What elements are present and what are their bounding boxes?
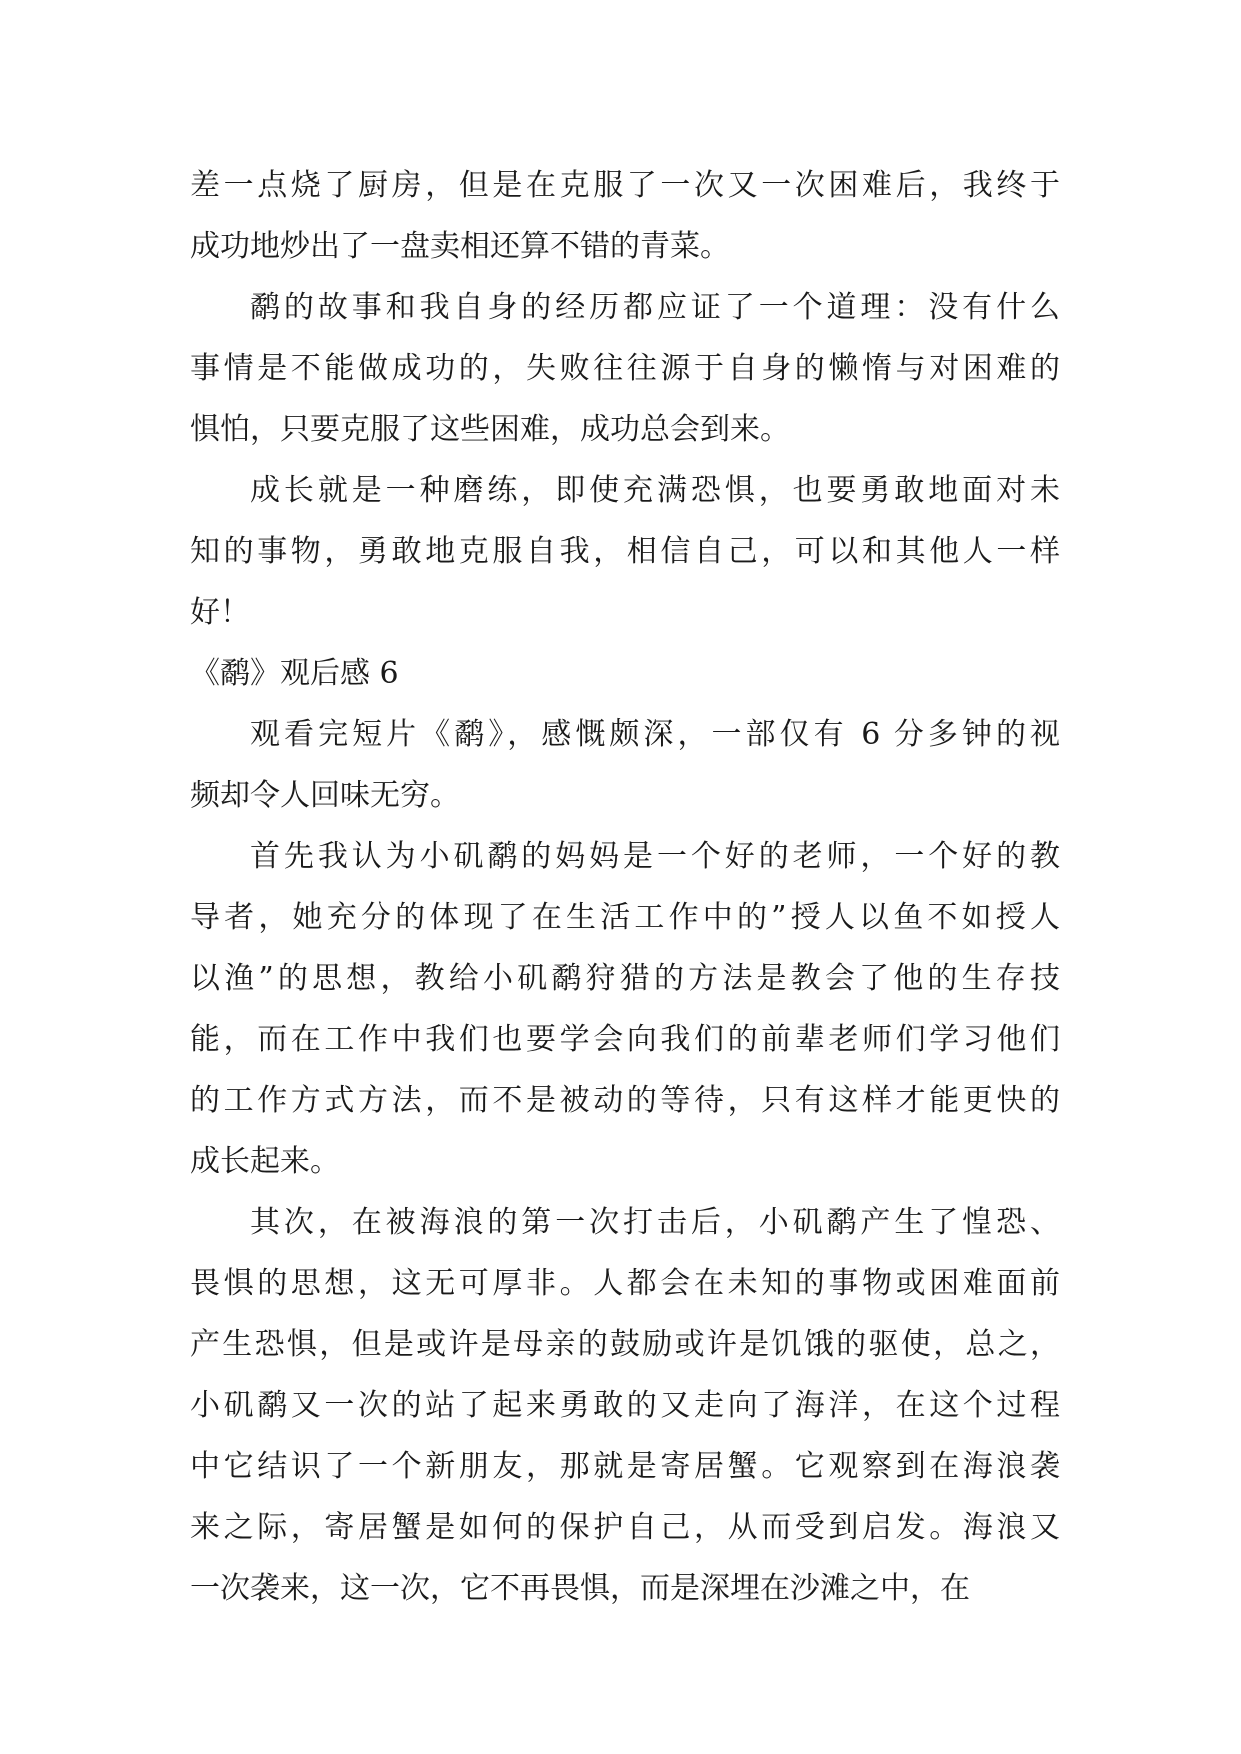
paragraph-line: 产生恐惧，但是或许是母亲的鼓励或许是饥饿的驱使，总之， [190, 1327, 1060, 1362]
paragraph-line: 中它结识了一个新朋友，那就是寄居蟹。它观察到在海浪袭 [190, 1449, 1060, 1484]
paragraph-line: 导者，她充分的体现了在生活工作中的”授人以鱼不如授人 [190, 900, 1060, 935]
paragraph-line: 来之际，寄居蟹是如何的保护自己，从而受到启发。海浪又 [190, 1510, 1060, 1545]
paragraph [190, 460, 1060, 643]
paragraph-line: 知的事物，勇敢地克服自我，相信自己，可以和其他人一样 [190, 534, 1060, 569]
paragraph-line: 能，而在工作中我们也要学会向我们的前辈老师们学习他们 [190, 1022, 1060, 1057]
paragraph-line: 首先我认为小矶鹬的妈妈是一个好的老师，一个好的教 [250, 839, 1060, 874]
paragraph-line: 一次袭来，这一次，它不再畏惧，而是深埋在沙滩之中，在 [190, 1571, 970, 1606]
paragraph-line: 频却令人回味无穷。 [190, 778, 460, 813]
paragraph-line: 观看完短片《鹬》，感慨颇深，一部仅有 6 分多钟的视 [250, 717, 1060, 752]
paragraph [190, 277, 1060, 460]
paragraph [190, 704, 1060, 826]
section-heading [190, 643, 1060, 704]
paragraph [190, 826, 1060, 1192]
paragraph-line: 以渔”的思想，教给小矶鹬狩猎的方法是教会了他的生存技 [190, 961, 1060, 996]
paragraph-line: 成长就是一种磨练，即使充满恐惧，也要勇敢地面对未 [250, 473, 1060, 508]
paragraph-line: 其次，在被海浪的第一次打击后，小矶鹬产生了惶恐、 [250, 1205, 1060, 1240]
paragraph-line: 好！ [190, 595, 250, 630]
paragraph-line: 惧怕，只要克服了这些困难，成功总会到来。 [190, 412, 790, 447]
paragraph-line: 小矶鹬又一次的站了起来勇敢的又走向了海洋，在这个过程 [190, 1388, 1060, 1423]
paragraph-line: 差一点烧了厨房，但是在克服了一次又一次困难后，我终于 [190, 168, 1060, 203]
paragraph-line: 鹬的故事和我自身的经历都应证了一个道理：没有什么 [250, 290, 1060, 325]
paragraph [190, 1192, 1060, 1619]
paragraph-line: 成长起来。 [190, 1144, 340, 1179]
heading-text: 《鹬》观后感 6 [190, 656, 399, 691]
paragraph [190, 155, 1060, 277]
document-body [190, 155, 1060, 1619]
paragraph-line: 畏惧的思想，这无可厚非。人都会在未知的事物或困难面前 [190, 1266, 1060, 1301]
paragraph-line: 成功地炒出了一盘卖相还算不错的青菜。 [190, 229, 730, 264]
paragraph-line: 的工作方式方法，而不是被动的等待，只有这样才能更快的 [190, 1083, 1060, 1118]
paragraph-line: 事情是不能做成功的，失败往往源于自身的懒惰与对困难的 [190, 351, 1060, 386]
